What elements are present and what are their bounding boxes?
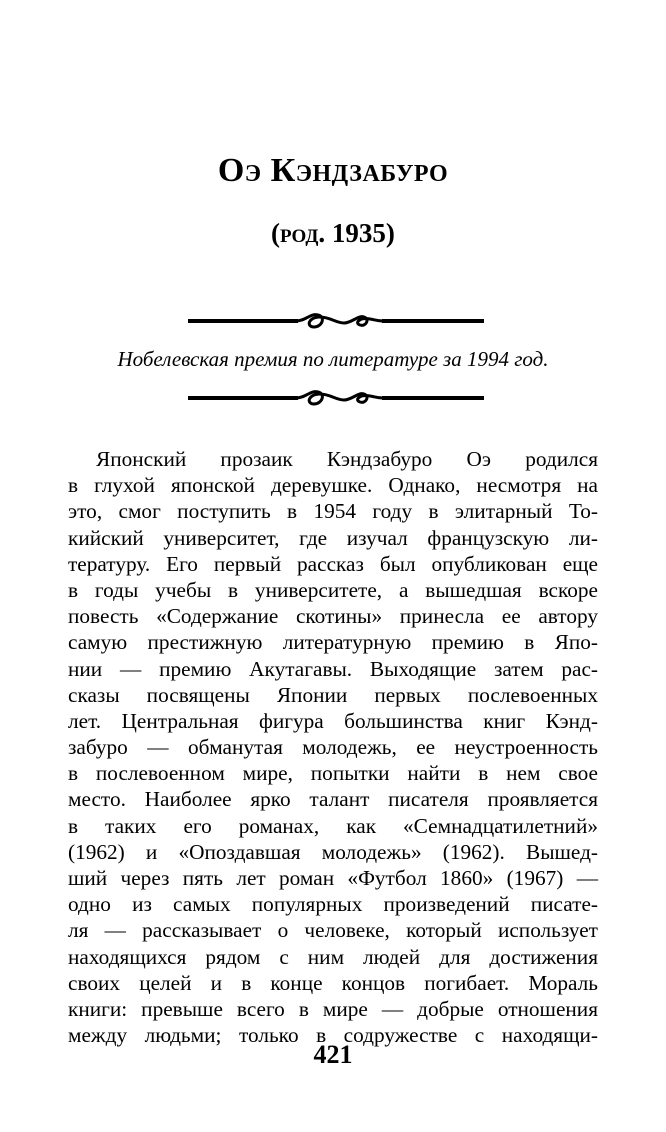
paragraph-line: (1962) и «Опоздавшая молодежь» (1962). Вышед- bbox=[68, 839, 598, 864]
paragraph-line: место. Наиболее ярко талант писателя проявляется bbox=[68, 787, 598, 812]
paragraph-line: Японский прозаик Кэндзабуро Оэ родился bbox=[96, 447, 598, 471]
paragraph-line: в таких его романах, как «Семнадцатилетний» bbox=[68, 813, 598, 838]
biography-paragraph bbox=[68, 446, 598, 1048]
paragraph-line: в послевоенном мире, попытки найти в нем свое bbox=[68, 761, 598, 786]
paragraph-line: это, смог поступить в 1954 году в элитарный То- bbox=[68, 499, 598, 524]
paragraph-line: в глухой японской деревушке. Однако, несмотря на bbox=[68, 473, 598, 498]
paragraph-line: своих целей и в конце концов погибает. Мораль bbox=[68, 970, 598, 995]
author-birth-year: (род. 1935) bbox=[271, 218, 395, 248]
paragraph-line: книги: превыше всего в мире — добрые отношения bbox=[68, 996, 598, 1021]
paragraph-line: лет. Центральная фигура большинства книг Кэнд- bbox=[68, 708, 598, 733]
paragraph-line: одно из самых популярных произведений писате- bbox=[68, 892, 598, 917]
page-number: 421 bbox=[313, 1040, 353, 1069]
flourish-divider-icon bbox=[188, 386, 484, 410]
paragraph-line: тературу. Его первый рассказ был опубликован еще bbox=[68, 551, 598, 576]
paragraph-line: находящихся рядом с ним людей для достижения bbox=[68, 944, 598, 969]
paragraph-line: кийский университет, где изучал французскую ли- bbox=[68, 525, 598, 550]
paragraph-line: нии — премию Акутагавы. Выходящие затем рас- bbox=[68, 656, 598, 681]
paragraph-line: ший через пять лет роман «Футбол 1860» (1967) — bbox=[68, 866, 598, 890]
paragraph-line: самую престижную литературную премию в Япо- bbox=[68, 630, 598, 655]
paragraph-line: между людьми; только в содружестве с находящи- bbox=[68, 1023, 598, 1048]
paragraph-line: сказы посвящены Японии первых послевоенных bbox=[68, 682, 598, 707]
nobel-award-line: Нобелевская премия по литературе за 1994 год. bbox=[117, 347, 549, 371]
author-name-heading: Оэ Кэндзабуро bbox=[217, 152, 449, 189]
paragraph-line: ля — рассказывает о человеке, который использует bbox=[68, 918, 598, 943]
paragraph-line: забуро — обманутая молодежь, ее неустроенность bbox=[68, 735, 598, 760]
flourish-divider-icon bbox=[188, 309, 484, 333]
paragraph-line: в годы учебы в университете, а вышедшая вскоре bbox=[68, 577, 598, 602]
paragraph-line: повесть «Содержание скотины» принесла ее автору bbox=[68, 604, 598, 629]
